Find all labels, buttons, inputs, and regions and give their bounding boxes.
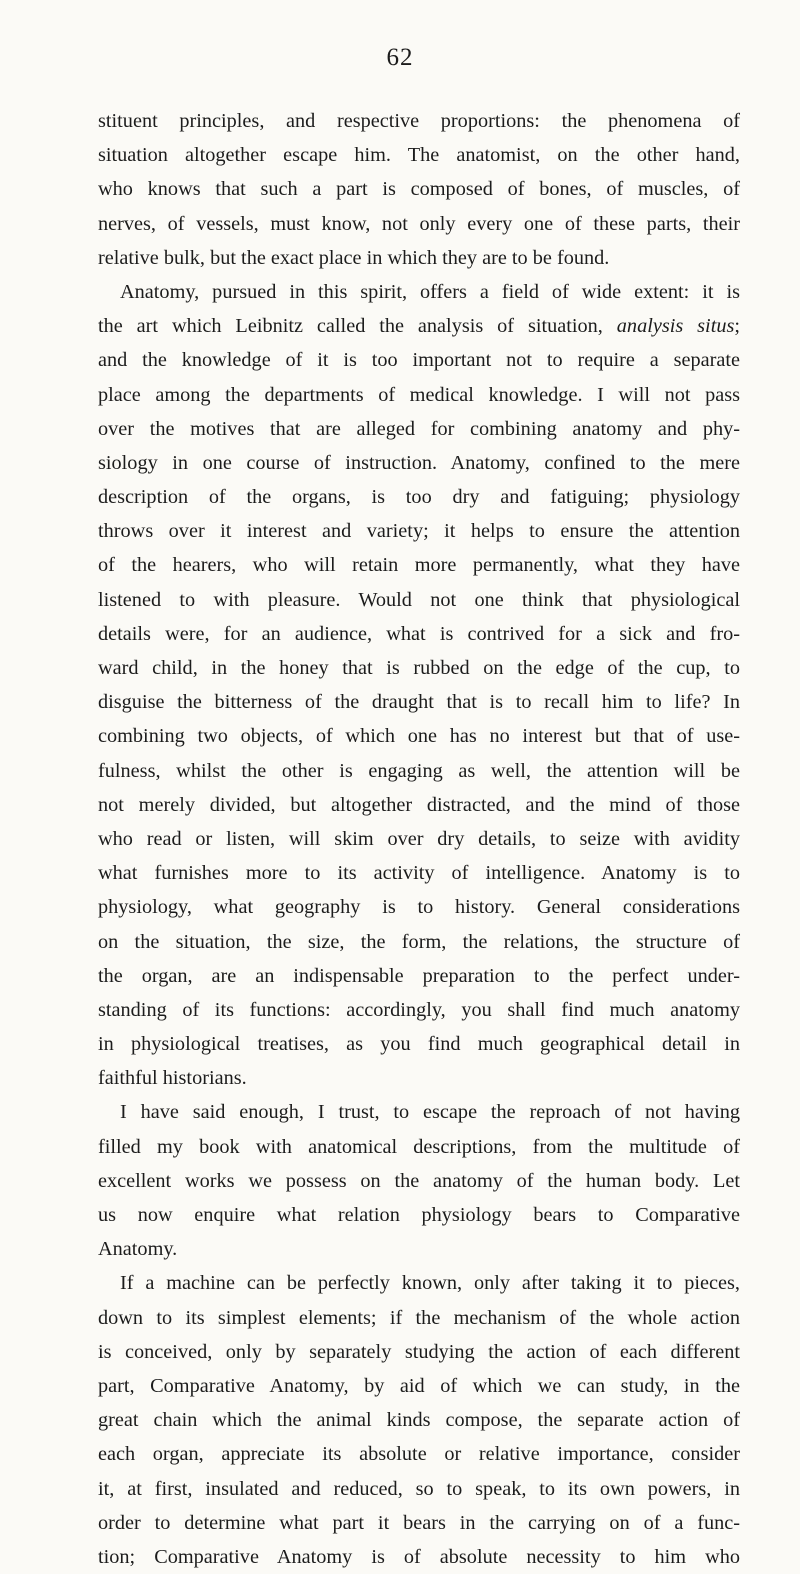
text-line: situation altogether escape him. The anatomist, on the other hand, xyxy=(98,144,740,167)
text-line: each organ, appreciate its absolute or relative importance, consider xyxy=(98,1443,740,1466)
text-line: and the knowledge of it is too important not to require a separate xyxy=(98,349,740,372)
text-line: who knows that such a part is composed of bones, of muscles, of xyxy=(98,178,740,201)
page-number: 62 xyxy=(386,44,414,71)
body-text xyxy=(98,104,740,1574)
text-line: standing of its functions: accordingly, you shall find much anatomy xyxy=(98,998,740,1021)
text-line: throws over it interest and variety; it helps to ensure the attention xyxy=(98,520,740,543)
text-line: Anatomy, pursued in this spirit, offers a field of wide extent: it is xyxy=(120,280,740,303)
text-line: disguise the bitterness of the draught that is to recall him to life? In xyxy=(98,691,740,714)
text-line: nerves, of vessels, must know, not only every one of these parts, their xyxy=(98,212,740,235)
text-run: ; xyxy=(734,315,740,338)
text-line: faithful historians. xyxy=(98,1067,247,1090)
text-line: fulness, whilst the other is engaging as well, the attention will be xyxy=(98,759,740,782)
text-line: is conceived, only by separately studying the action of each different xyxy=(98,1340,740,1363)
text-line: the organ, are an indispensable preparation to the perfect under- xyxy=(98,964,740,987)
text-line xyxy=(98,309,740,343)
text-line: siology in one course of instruction. Anatomy, confined to the mere xyxy=(98,451,740,474)
text-line: great chain which the animal kinds compose, the separate action of xyxy=(98,1409,740,1432)
text-run: the art which Leibnitz called the analysis of situation, xyxy=(98,315,617,338)
text-line: tion; Comparative Anatomy is of absolute necessity to him who xyxy=(98,1545,740,1568)
text-line: description of the organs, is too dry and fatiguing; physiology xyxy=(98,486,740,509)
text-line: filled my book with anatomical descriptions, from the multitude of xyxy=(98,1135,740,1158)
text-line: listened to with pleasure. Would not one think that physiological xyxy=(98,588,740,611)
text-line: relative bulk, but the exact place in which they are to be found. xyxy=(98,246,610,269)
text-line: part, Comparative Anatomy, by aid of which we can study, in the xyxy=(98,1374,740,1397)
text-line: stituent principles, and respective proportions: the phenomena of xyxy=(98,110,740,132)
text-line: it, at first, insulated and reduced, so to speak, to its own powers, in xyxy=(98,1477,740,1500)
text-line: in physiological treatises, as you find much geographical detail in xyxy=(98,1033,740,1056)
text-line: what furnishes more to its activity of intelligence. Anatomy is to xyxy=(98,862,740,885)
text-line: I have said enough, I trust, to escape the reproach of not having xyxy=(120,1101,740,1124)
text-line: ward child, in the honey that is rubbed on the edge of the cup, to xyxy=(98,657,740,679)
text-line: us now enquire what relation physiology bears to Comparative xyxy=(98,1204,740,1226)
text-line: on the situation, the size, the form, the relations, the structure of xyxy=(98,930,740,953)
text-line: If a machine can be perfectly known, only after taking it to pieces, xyxy=(120,1272,740,1295)
text-line: combining two objects, of which one has no interest but that of use- xyxy=(98,725,740,748)
text-line: physiology, what geography is to history. General considerations xyxy=(98,896,740,919)
text-line: over the motives that are alleged for combining anatomy and phy- xyxy=(98,417,740,440)
text-line: order to determine what part it bears in the carrying on of a func- xyxy=(98,1511,740,1534)
text-line: down to its simplest elements; if the mechanism of the whole action xyxy=(98,1306,740,1329)
text-line: place among the departments of medical knowledge. I will not pass xyxy=(98,383,740,406)
text-line: who read or listen, will skim over dry details, to seize with avidity xyxy=(98,827,740,850)
text-line: details were, for an audience, what is contrived for a sick and fro- xyxy=(98,622,740,645)
italic-term: analysis situs xyxy=(616,315,735,338)
text-line: not merely divided, but altogether distracted, and the mind of those xyxy=(98,793,740,816)
text-line: excellent works we possess on the anatomy of the human body. Let xyxy=(98,1169,740,1192)
text-line: Anatomy. xyxy=(98,1238,178,1261)
text-line: of the hearers, who will retain more permanently, what they have xyxy=(98,554,740,577)
